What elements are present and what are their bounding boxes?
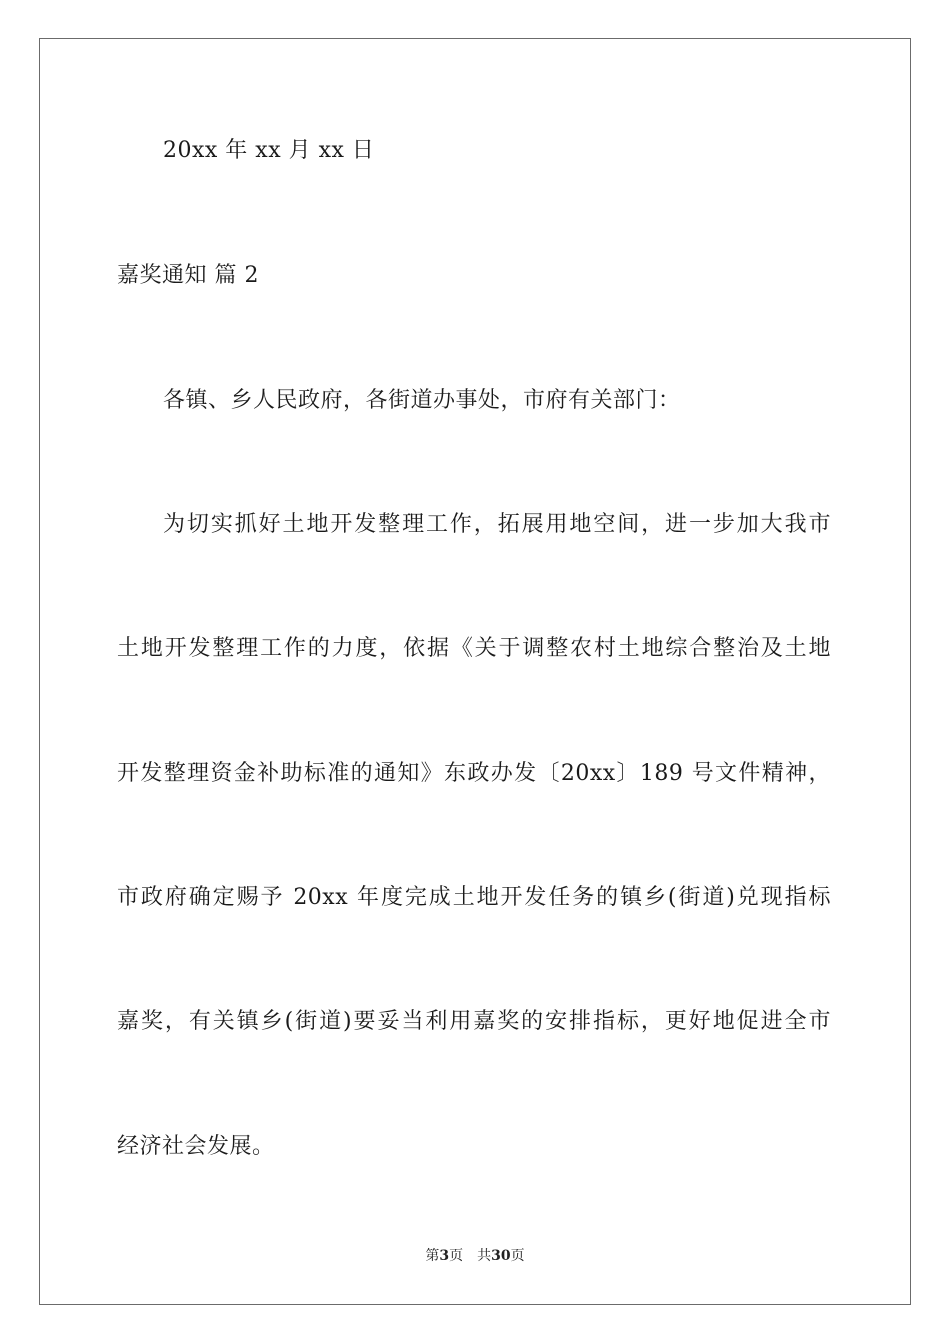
page-prefix: 第 (425, 1248, 440, 1264)
body-line-1: 为切实抓好土地开发整理工作，拓展用地空间，进一步加大我市 (163, 512, 831, 537)
body-line-2: 土地开发整理工作的力度，依据《关于调整农村土地综合整治及土地 (117, 636, 831, 661)
body-line-4: 市政府确定赐予 20xx 年度完成土地开发任务的镇乡(街道)兑现指标 (117, 885, 831, 910)
date-line: 20xx 年 xx 月 xx 日 (163, 138, 375, 163)
total-prefix: 共 (477, 1248, 492, 1264)
body-line-6: 经济社会发展。 (117, 1134, 275, 1159)
salutation: 各镇、乡人民政府，各街道办事处，市府有关部门： (163, 388, 681, 413)
page-suffix: 页 (449, 1248, 464, 1264)
page-total: 30 (491, 1248, 511, 1264)
page-footer (0, 1246, 950, 1266)
page-current: 3 (439, 1248, 450, 1264)
body-line-3: 开发整理资金补助标准的通知》东政办发〔20xx〕189 号文件精神， (117, 761, 831, 786)
section-title: 嘉奖通知 篇 2 (117, 263, 259, 288)
page-frame (39, 38, 911, 1305)
total-suffix: 页 (510, 1248, 525, 1264)
body-line-5: 嘉奖，有关镇乡(街道)要妥当利用嘉奖的安排指标，更好地促进全市 (117, 1009, 831, 1034)
